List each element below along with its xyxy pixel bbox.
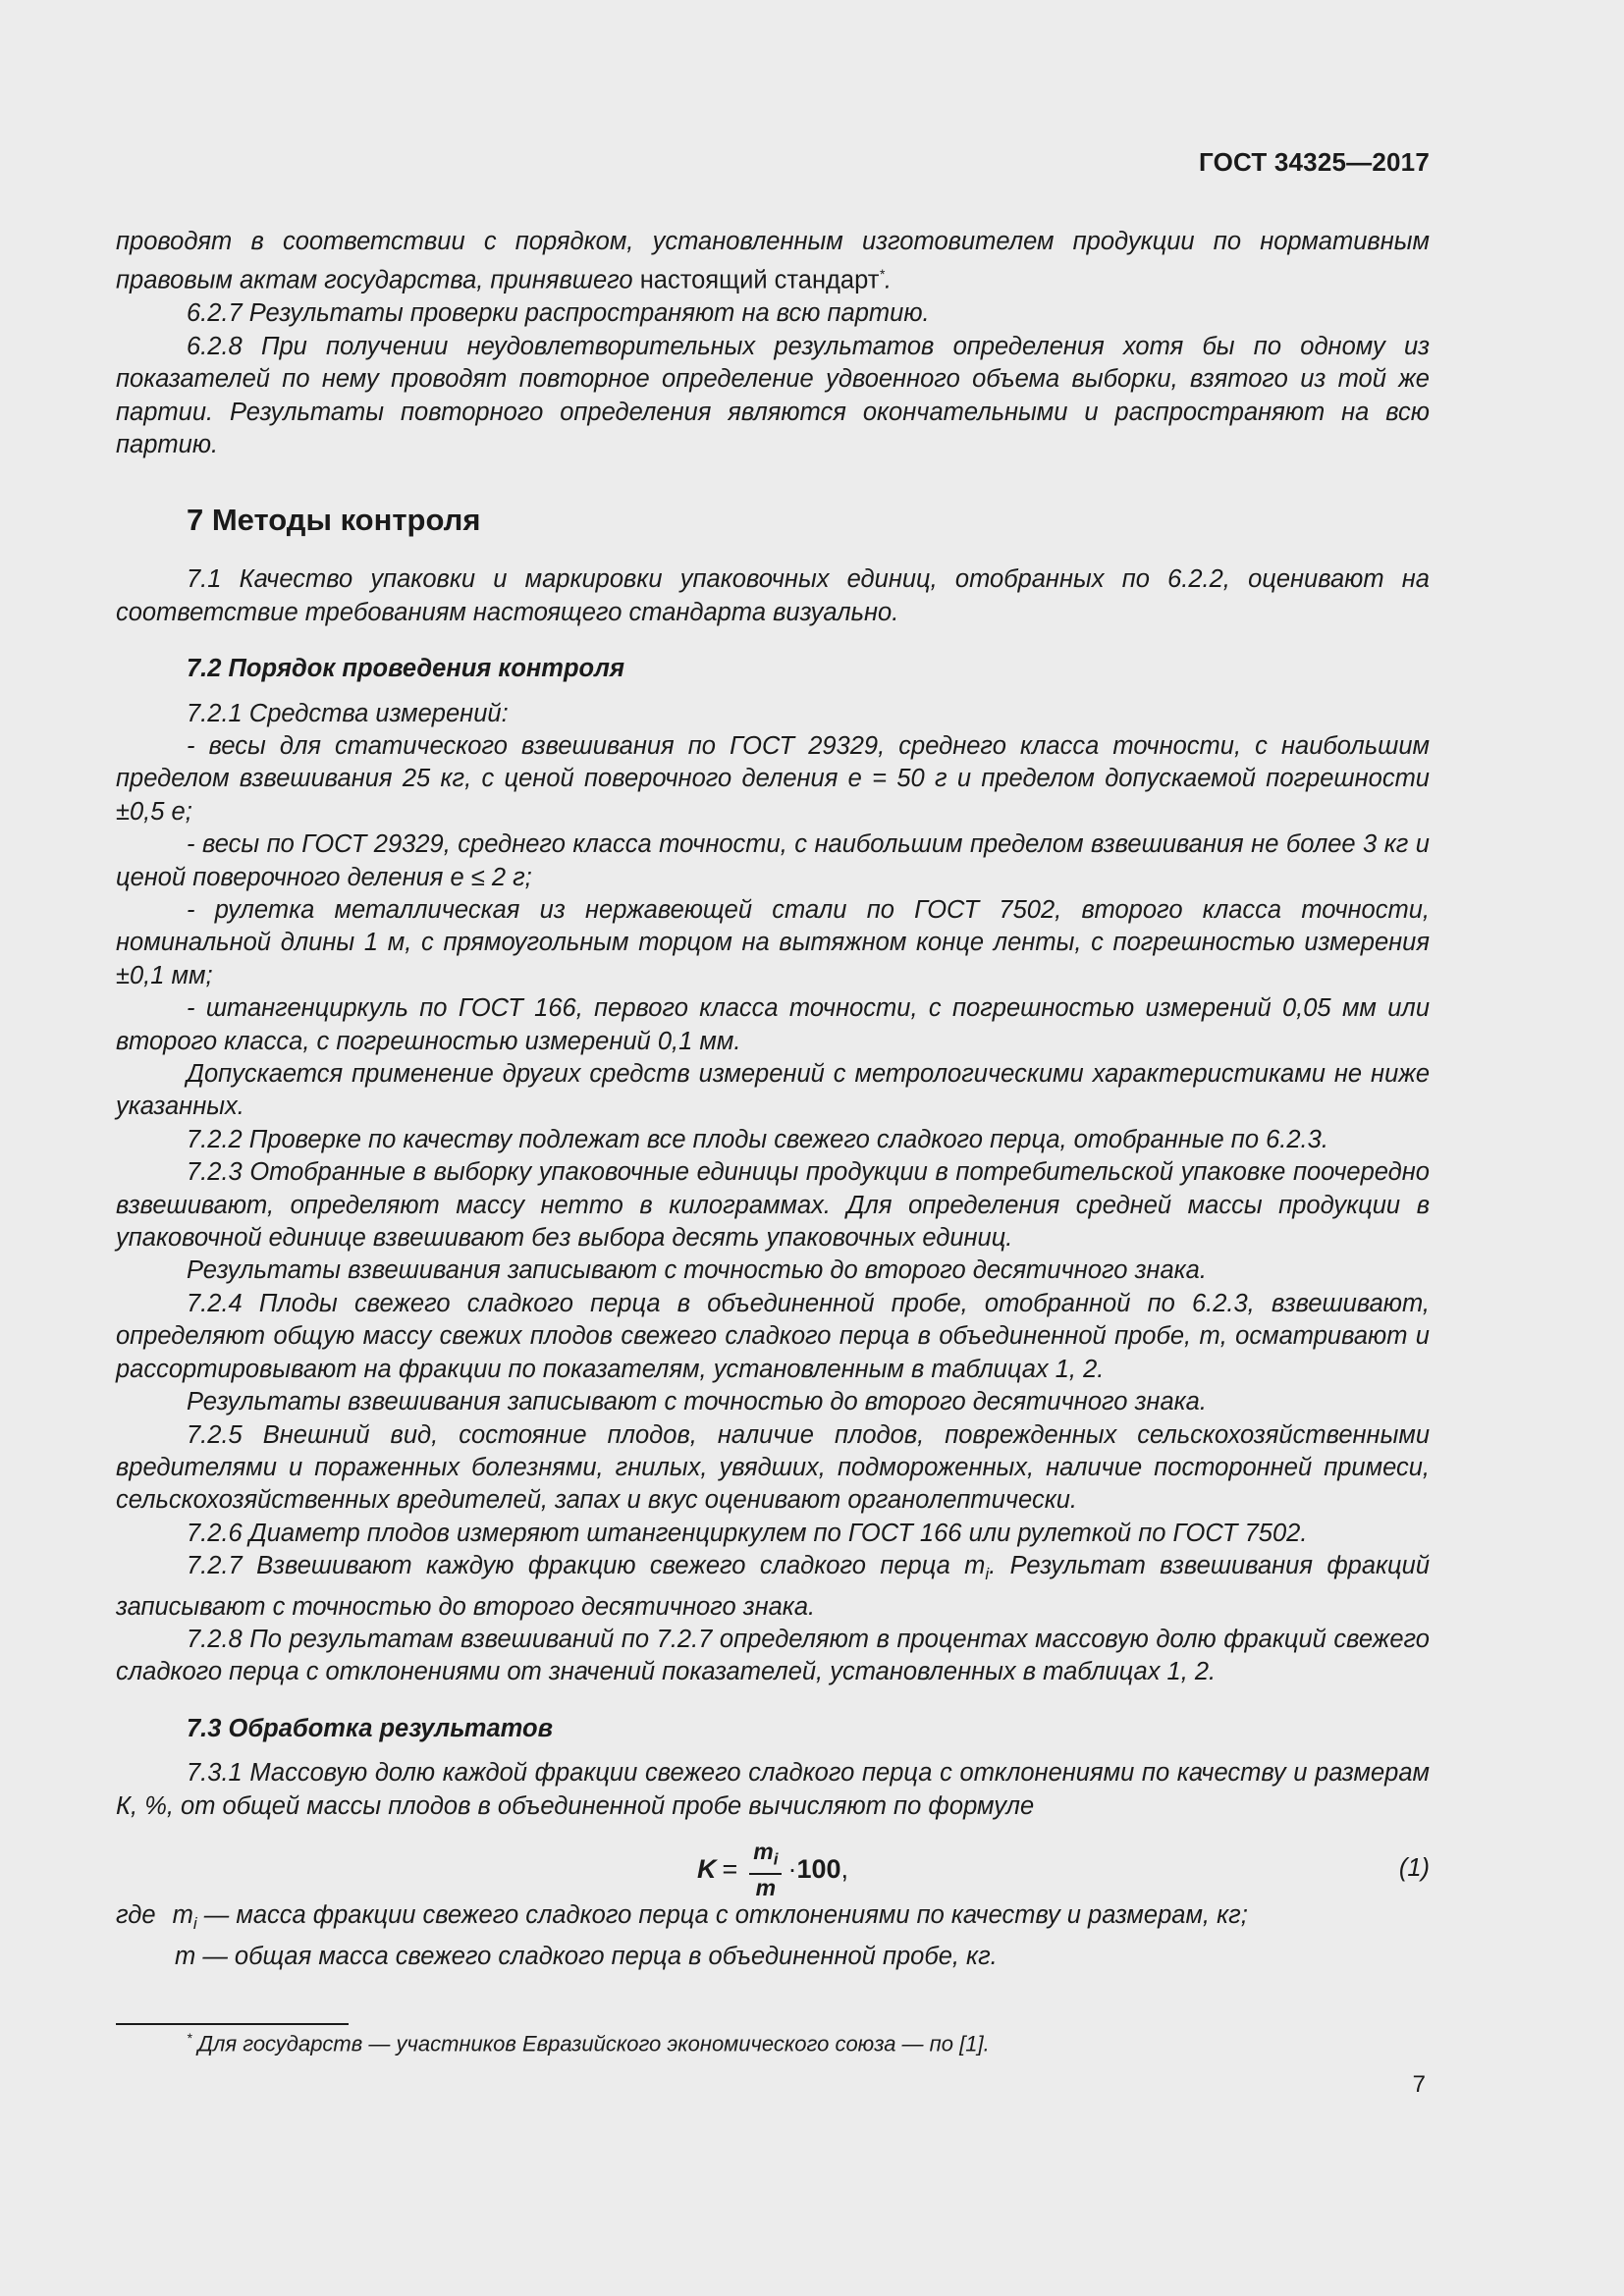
paragraph-7-1: 7.1 Качество упаковки и маркировки упаковочных единиц, отобранных по 6.2.2, оценивают на соответствие требованиям настоящего стандарта визуально. <box>116 565 1430 626</box>
footnote-divider <box>116 2023 349 2025</box>
list-item: - штангенциркуль по ГОСТ 166, первого класса точности, с погрешностью измерений 0,05 мм или второго класса, с погрешностью измерений 0,1 мм. <box>116 994 1430 1055</box>
page-number: 7 <box>1412 2071 1426 2098</box>
paragraph-7-3-1: 7.3.1 Массовую долю каждой фракции свежего сладкого перца с отклонениями по качеству и размерам К, %, от общей массы плодов в объединенной пробе вычисляют по формуле <box>116 1759 1430 1820</box>
formula-fraction <box>749 1839 782 1900</box>
formula-legend <box>116 1899 1430 1973</box>
paragraph-7-2-5: 7.2.5 Внешний вид, состояние плодов, наличие плодов, поврежденных сельскохозяйственными вредителями и пораженных болезнями, гнилых, увядших, подмороженных, наличие посторонней примеси, сельскохозяйственных вредителей, запах и вкус оценивают органолептически. <box>116 1420 1430 1515</box>
subsection-7-2-heading: 7.2 Порядок проведения контроля <box>187 655 625 683</box>
document-body <box>116 226 1430 1973</box>
paragraph-7-2-6: 7.2.6 Диаметр плодов измеряют штангенциркулем по ГОСТ 166 или рулеткой по ГОСТ 7502. <box>187 1519 1308 1547</box>
footnote-marker: * <box>879 266 885 283</box>
paragraph-results-1: Результаты взвешивания записывают с точностью до второго десятичного знака. <box>187 1256 1207 1285</box>
footnote-mark: * <box>187 2030 192 2046</box>
paragraph-7-2-3: 7.2.3 Отобранные в выборку упаковочные единицы продукции в потребительской упаковке поочередно взвешивают, определяют массу нетто в килограммах. Для определения средней массы продукции в упаковочной единице взвешивают без выбора десять упаковочных единиц. <box>116 1158 1430 1253</box>
paragraph-7-2-7: 7.2.7 Взвешивают каждую фракцию свежего сладкого перца $m_i$. Результат взвешивания фракций записывают с точностью до второго десятичного знака. <box>116 1552 1430 1621</box>
paragraph-7-2-8: 7.2.8 По результатам взвешиваний по 7.2.7 определяют в процентах массовую долю фракций свежего сладкого перца с отклонениями от значений показателей, установленных в таблицах 1, 2. <box>116 1626 1430 1686</box>
formula-equals: = <box>722 1853 738 1884</box>
footnote <box>187 2030 990 2056</box>
paragraph-allowance: Допускается применение других средств измерений с метрологическими характеристиками не ниже указанных. <box>116 1060 1430 1121</box>
formula-numerator: $m_i$ <box>749 1839 782 1875</box>
subsection-7-3-heading: 7.3 Обработка результатов <box>187 1714 553 1742</box>
list-item: - весы для статического взвешивания по ГОСТ 29329, среднего класса точности, с наибольшим пределом взвешивания 25 кг, с ценой поверочного деления е = 50 г и пределом допускаемой погрешности ±0,5 е; <box>116 731 1430 826</box>
formula-1 <box>116 1833 1430 1900</box>
paragraph-6-2-8: 6.2.8 При получении неудовлетворительных результатов определения хотя бы по одному из показателей по нему проводят повторное определение удвоенного объема выборки, взятого из той же партии. Результаты повторного определения являются окончательными и распространяют на всю партию. <box>116 332 1430 458</box>
formula-number: (1) <box>1398 1854 1430 1883</box>
paragraph-7-2-2: 7.2.2 Проверке по качеству подлежат все плоды свежего сладкого перца, отобранные по 6.2.3. <box>187 1125 1328 1153</box>
section-7-heading: 7 Методы контроля <box>187 503 481 538</box>
paragraph-intro: проводят в соответствии с порядком, установленным изготовителем продукции по нормативным правовым актам государства, принявшего настоящий стандарт*. <box>116 228 1430 294</box>
paragraph-results-2: Результаты взвешивания записывают с точностью до второго десятичного знака. <box>187 1388 1207 1416</box>
formula-comma: , <box>840 1853 849 1884</box>
legend-row: где $m_i$ — масса фракции свежего сладкого перца с отклонениями по качеству и размерам, кг; <box>116 1901 1248 1934</box>
formula-hundred: 100 <box>796 1853 841 1884</box>
paragraph-6-2-7: 6.2.7 Результаты проверки распространяют на всю партию. <box>187 299 930 328</box>
formula-expression <box>697 1839 848 1900</box>
paragraph-7-2-1: 7.2.1 Средства измерений: <box>187 699 509 727</box>
formula-lhs: K <box>697 1853 717 1884</box>
formula-denominator: m <box>755 1874 777 1900</box>
footnote-text: Для государств — участников Евразийского экономического союза — по [1]. <box>197 2031 990 2056</box>
paragraph-7-2-4: 7.2.4 Плоды свежего сладкого перца в объединенной пробе, отобранной по 6.2.3, взвешивают, определяют общую массу свежих плодов свежего сладкого перца в объединенной пробе, m, осматривают и рассортировывают на фракции по показателям, установленным в таблицах 1, 2. <box>116 1289 1430 1383</box>
document-header: ГОСТ 34325—2017 <box>1199 147 1430 177</box>
formula-multiply: · <box>787 1853 797 1884</box>
list-item: - весы по ГОСТ 29329, среднего класса точности, с наибольшим пределом взвешивания не более 3 кг и ценой поверочного деления е ≤ 2 г; <box>116 830 1430 891</box>
legend-row: m — общая масса свежего сладкого перца в объединенной пробе, кг. <box>175 1942 998 1970</box>
list-item: - рулетка металлическая из нержавеющей стали по ГОСТ 7502, второго класса точности, номинальной длины 1 м, с прямоугольным торцом на вытяжном конце ленты, с погрешностью измерения ±0,1 мм; <box>116 896 1430 989</box>
